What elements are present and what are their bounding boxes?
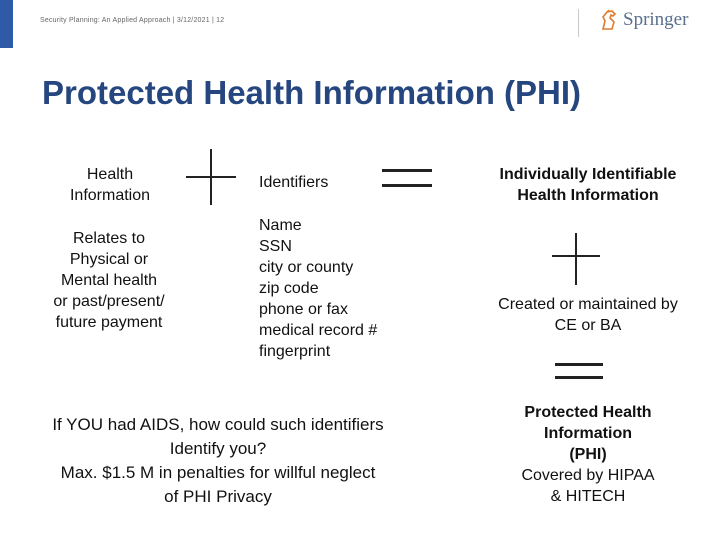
- identifier-item: SSN: [259, 238, 292, 255]
- springer-horse-icon: [599, 9, 619, 31]
- phi-result-line3: (PHI): [569, 446, 607, 463]
- identifier-item: Name: [259, 217, 302, 234]
- health-info-heading-line1: Health: [86, 166, 134, 183]
- phi-result-line2: Information: [544, 425, 632, 442]
- iihi-line2: Health Information: [517, 187, 659, 204]
- health-info-desc-line: Physical or: [69, 251, 149, 268]
- created-line1: Created or maintained by: [498, 296, 678, 313]
- created-line2: CE or BA: [554, 317, 622, 334]
- health-info-desc-line: Mental health: [60, 272, 158, 289]
- identifier-item: medical record #: [259, 322, 378, 339]
- slide-footer-text: Security Planning: An Applied Approach | 3/12/2021 | 12: [40, 17, 225, 24]
- iihi-heading: [470, 164, 706, 206]
- health-info-heading-line2: Information: [69, 187, 151, 204]
- health-info-desc-line: or past/present/: [53, 293, 165, 310]
- plus-sign-2: [552, 233, 600, 285]
- identifier-item: fingerprint: [259, 343, 331, 360]
- identifier-item: zip code: [259, 280, 319, 297]
- identifiers-list: [259, 215, 429, 362]
- health-info-desc-line: Relates to: [72, 230, 146, 247]
- question-line4: of PHI Privacy: [164, 487, 272, 506]
- aids-question: [18, 413, 418, 509]
- phi-result: [490, 402, 686, 507]
- header-divider: [578, 9, 579, 37]
- slide-title: Protected Health Information (PHI): [42, 74, 582, 111]
- health-info-description: [34, 228, 184, 333]
- equals-sign-1: [382, 169, 432, 189]
- identifier-item: city or county: [259, 259, 354, 276]
- iihi-line1: Individually Identifiable: [499, 166, 677, 183]
- question-line3: Max. $1.5 M in penalties for willful neglect: [60, 463, 376, 482]
- phi-result-line1: Protected Health: [524, 404, 652, 421]
- health-info-desc-line: future payment: [55, 314, 163, 331]
- created-by-text: [470, 294, 706, 336]
- question-line1: If YOU had AIDS, how could such identifiers: [52, 415, 384, 434]
- springer-logo: [599, 9, 688, 31]
- logo-text: Springer: [623, 9, 689, 30]
- identifiers-heading: Identifiers: [259, 174, 329, 191]
- question-line2: Identify you?: [169, 439, 267, 458]
- plus-sign-1: [186, 149, 236, 205]
- phi-result-line5: & HITECH: [550, 488, 626, 505]
- equals-sign-2: [555, 363, 603, 381]
- header-accent-bar: [0, 0, 13, 48]
- identifier-item: phone or fax: [259, 301, 348, 318]
- phi-result-line4: Covered by HIPAA: [521, 467, 655, 484]
- health-info-heading: [40, 164, 180, 206]
